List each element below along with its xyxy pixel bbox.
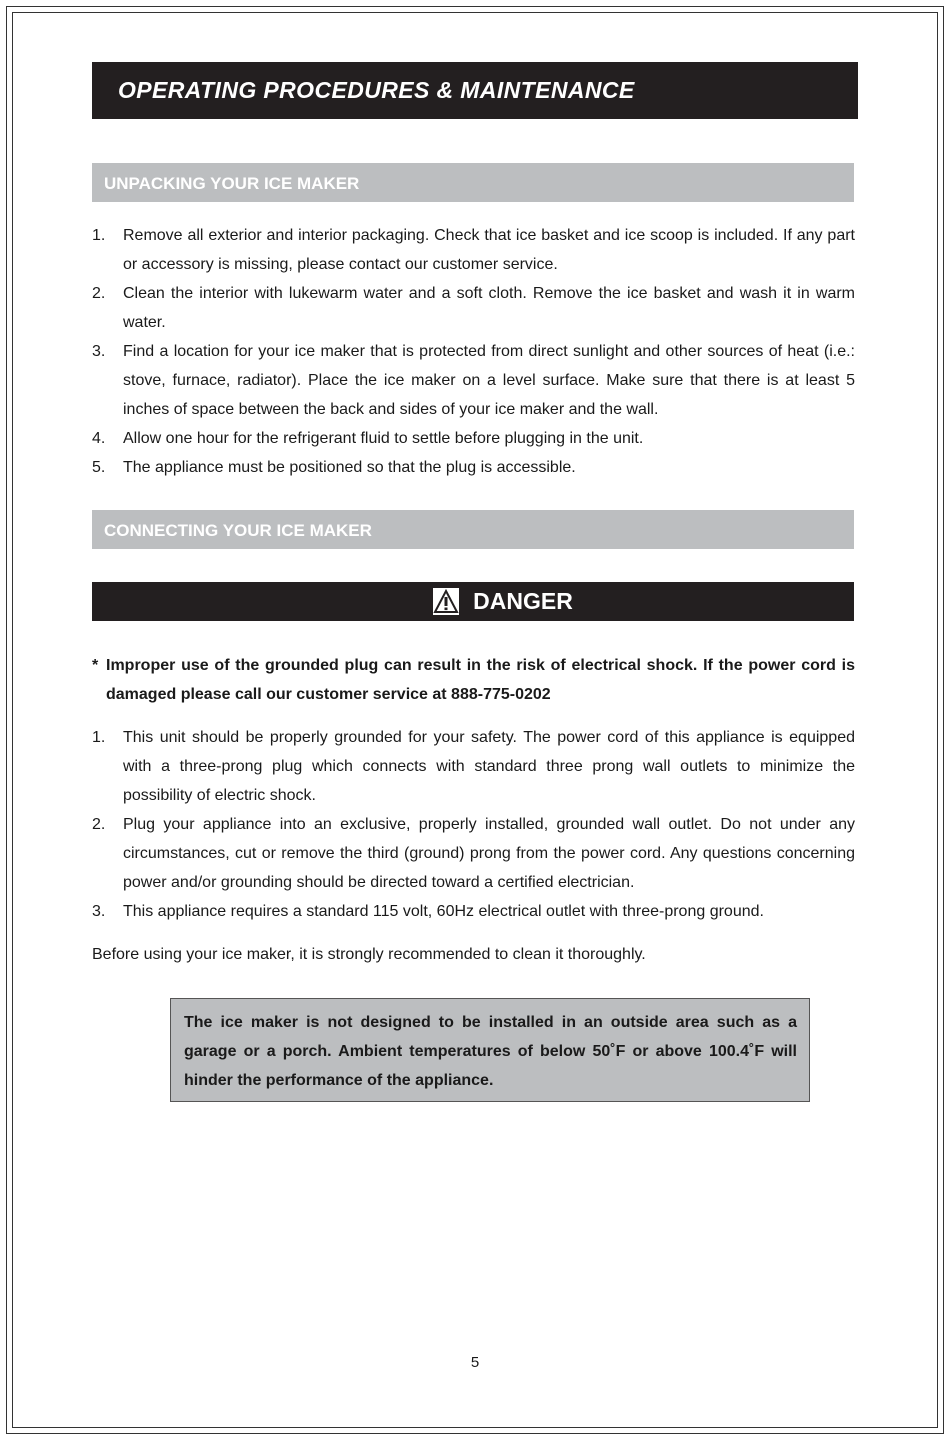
step-number: 5. <box>92 459 106 476</box>
list-item <box>92 897 855 926</box>
step-number: 2. <box>92 816 106 833</box>
danger-banner <box>92 582 854 621</box>
page-title: OPERATING PROCEDURES & MAINTENANCE <box>92 62 858 119</box>
step-number: 2. <box>92 285 106 302</box>
step-text: This appliance requires a standard 115 volt, 60Hz electrical outlet with three-prong ground. <box>123 903 764 920</box>
list-item <box>92 810 855 897</box>
danger-label: DANGER <box>473 588 573 614</box>
step-text: Find a location for your ice maker that is protected from direct sunlight and other sources of heat (i.e.: stove, furnace, radiator). Place the ice maker on a level surface. Make sure that there is at least 5 inches of space between the back and sides of your ice maker and the wall. <box>123 343 855 418</box>
list-item <box>92 453 855 482</box>
step-text: This unit should be properly grounded for your safety. The power cord of this appliance is equipped with a three-prong plug which connects with standard three prong wall outlets to minimize the possibility of electric shock. <box>123 729 855 804</box>
step-number: 3. <box>92 903 106 920</box>
step-text: Plug your appliance into an exclusive, properly installed, grounded wall outlet. Do not under any circumstances, cut or remove the third (ground) prong from the power cord. Any questions concerning power and/or grounding should be directed toward a certified electrician. <box>123 816 855 891</box>
warning-asterisk: * <box>92 657 99 674</box>
list-item <box>92 221 855 279</box>
warning-triangle-icon <box>433 588 459 615</box>
list-item <box>92 279 855 337</box>
step-number: 4. <box>92 430 106 447</box>
step-text: Remove all exterior and interior packaging. Check that ice basket and ice scoop is included. If any part or accessory is missing, please contact our customer service. <box>123 227 855 273</box>
section-heading-connecting: CONNECTING YOUR ICE MAKER <box>92 510 854 549</box>
step-text: Allow one hour for the refrigerant fluid to settle before plugging in the unit. <box>123 430 644 447</box>
unpacking-steps <box>92 221 855 482</box>
step-number: 1. <box>92 729 106 746</box>
step-text: The appliance must be positioned so that the plug is accessible. <box>123 459 576 476</box>
page-number: 5 <box>470 1354 480 1371</box>
list-item <box>92 337 855 424</box>
installation-notice-box: The ice maker is not designed to be installed in an outside area such as a garage or a porch. Ambient temperatures of below 50˚F or above 100.4˚F will hinder the performance of the appliance. <box>170 998 810 1102</box>
warning-text: Improper use of the grounded plug can result in the risk of electrical shock. If the power cord is damaged please call our customer service at 888-775-0202 <box>106 657 855 703</box>
danger-warning-note <box>92 651 855 709</box>
list-item <box>92 424 855 453</box>
step-number: 3. <box>92 343 106 360</box>
cleaning-recommendation: Before using your ice maker, it is strongly recommended to clean it thoroughly. <box>92 946 646 963</box>
step-text: Clean the interior with lukewarm water and a soft cloth. Remove the ice basket and wash it in warm water. <box>123 285 855 331</box>
step-number: 1. <box>92 227 106 244</box>
list-item <box>92 723 855 810</box>
section-heading-unpacking: UNPACKING YOUR ICE MAKER <box>92 163 854 202</box>
connecting-steps <box>92 723 855 926</box>
